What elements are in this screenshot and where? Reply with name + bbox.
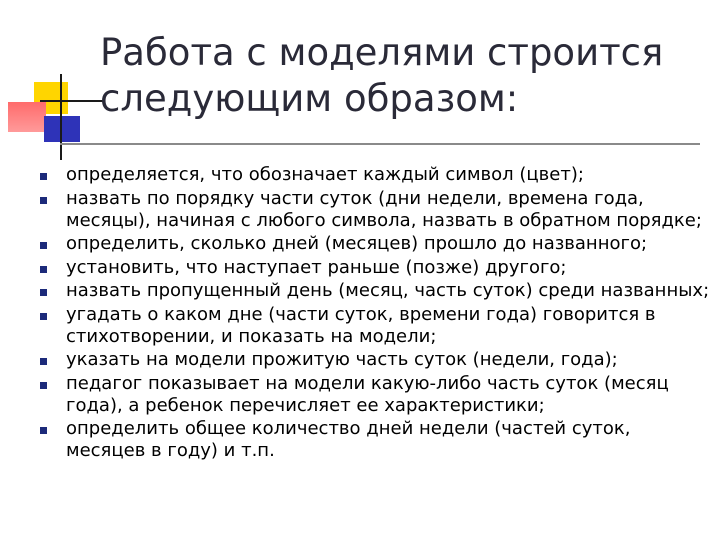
decor-vertical-line (60, 74, 62, 160)
list-item (40, 349, 710, 371)
list-item-text: установить, что наступает раньше (позже) другого; (66, 256, 567, 278)
list-item-text: определяется, что обозначает каждый символ (цвет); (66, 164, 584, 185)
title-divider (60, 143, 700, 145)
square-bullet-icon (40, 197, 47, 204)
decor-blue-square (44, 116, 80, 142)
list-item-text: педагог показывает на модели какую-либо часть суток (месяц года), а ребенок перечисляет ее характеристики; (66, 372, 669, 416)
decor-red-square (8, 102, 46, 132)
list-item-text: назвать по порядку части суток (дни недели, времена года, месяцы), начиная с любого символа, назвать в обратном порядке; (66, 187, 702, 231)
square-bullet-icon (40, 289, 47, 296)
square-bullet-icon (40, 427, 47, 434)
list-item (40, 164, 710, 186)
list-item-text: указать на модели прожитую часть суток (недели, года); (66, 349, 618, 370)
list-item-text: угадать о каком дне (части суток, времени года) говорится в стихотворении, и показать на модели; (66, 303, 656, 347)
slide-content (40, 164, 710, 464)
square-bullet-icon (40, 313, 47, 320)
decor-horizontal-line (40, 100, 104, 102)
title-container (100, 30, 700, 122)
list-item-text: определить, сколько дней (месяцев) прошло до названного; (66, 233, 648, 254)
list-item-text: назвать пропущенный день (месяц, часть суток) среди названных; (66, 280, 710, 301)
square-bullet-icon (40, 358, 47, 365)
bullet-list (40, 164, 710, 462)
square-bullet-icon (40, 173, 47, 180)
list-item (40, 188, 710, 232)
list-item (40, 373, 710, 417)
list-item (40, 233, 710, 255)
slide-title: Работа с моделями строится следующим образом: (100, 31, 664, 120)
square-bullet-icon (40, 242, 47, 249)
square-bullet-icon (40, 382, 47, 389)
list-item (40, 257, 710, 279)
list-item (40, 280, 710, 302)
list-item (40, 304, 710, 348)
list-item-text: определить общее количество дней недели (частей суток, месяцев в году) и т.п. (66, 418, 631, 461)
list-item (40, 418, 710, 462)
square-bullet-icon (40, 266, 47, 273)
